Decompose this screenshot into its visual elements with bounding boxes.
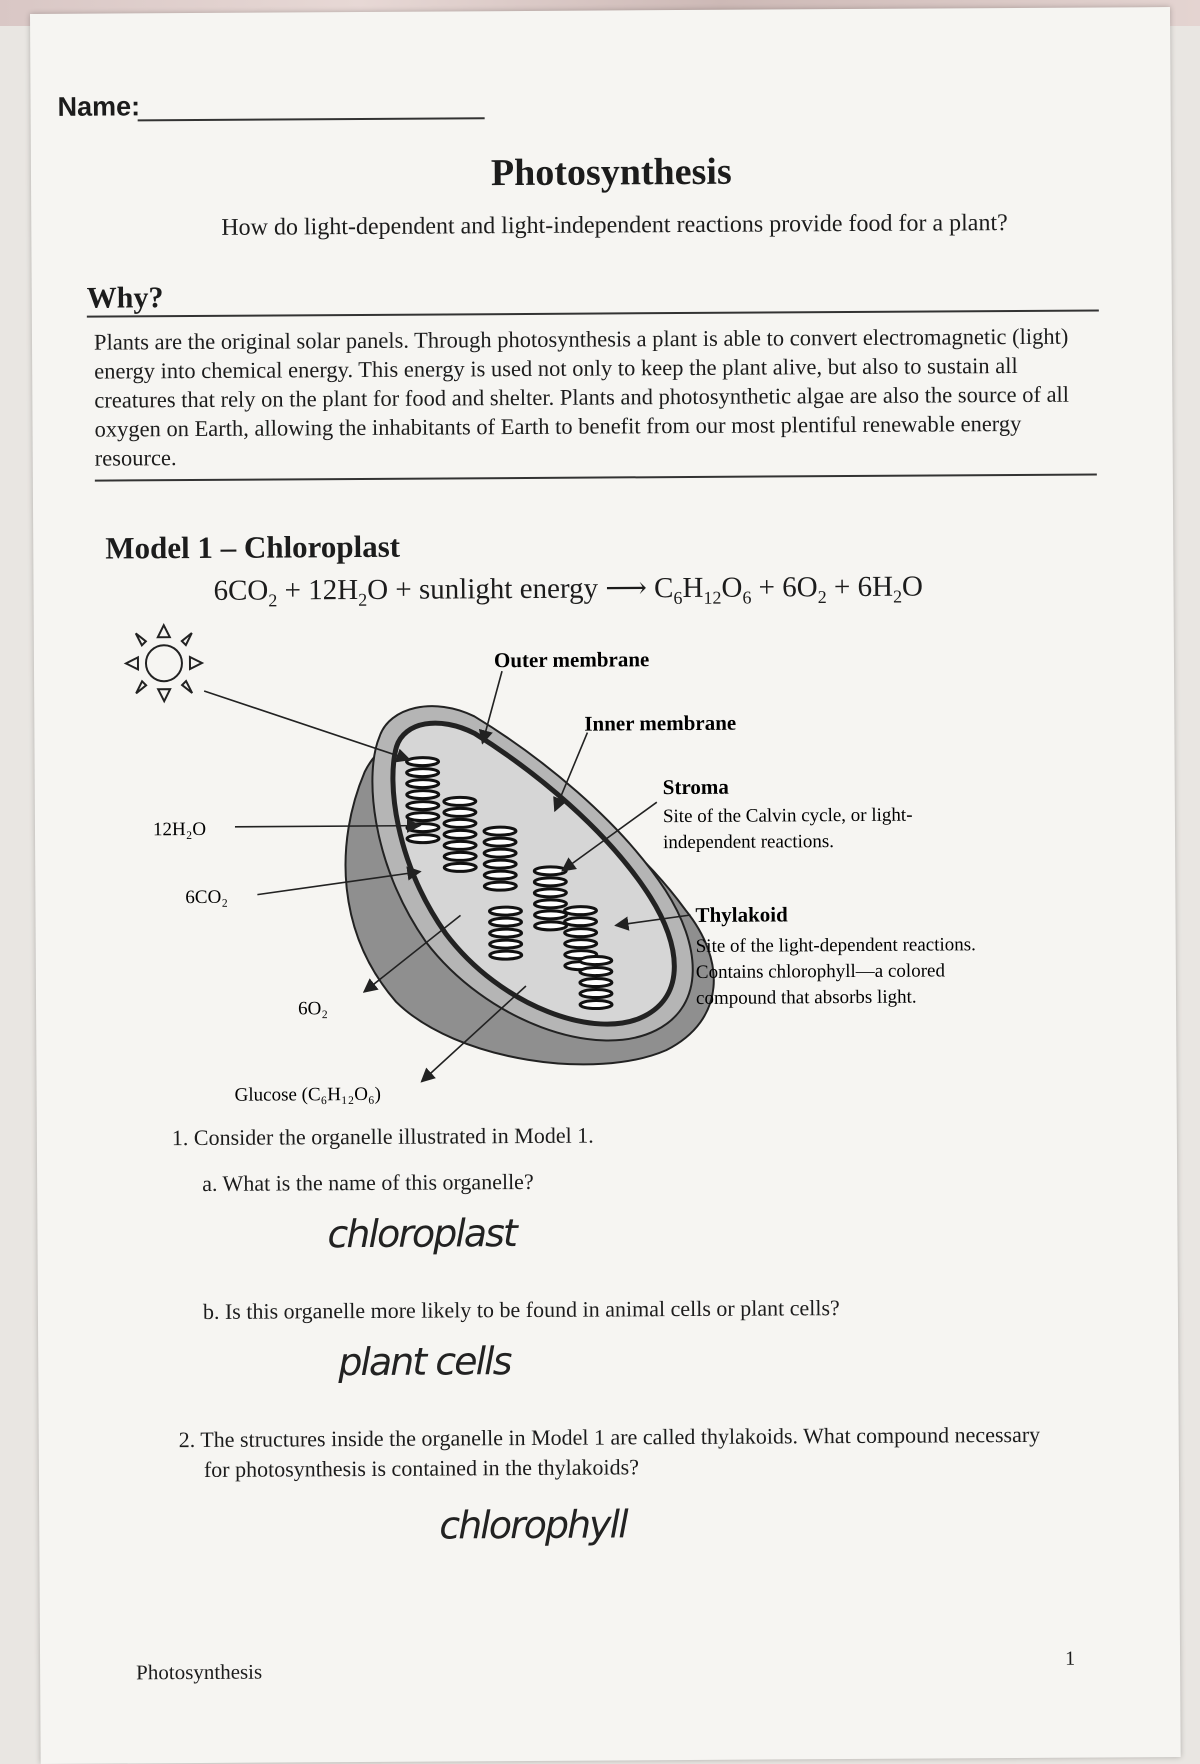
- thylakoid-disc: [407, 802, 439, 810]
- label-thylakoid: Thylakoid: [695, 902, 788, 927]
- thylakoid-disc: [580, 978, 612, 986]
- thylakoid-disc: [444, 808, 476, 816]
- thylakoid-description-2: Contains chlorophyll—a colored: [695, 960, 945, 983]
- stroma-description-2: independent reactions.: [663, 831, 835, 854]
- thylakoid-disc: [407, 835, 439, 843]
- name-label: Name:: [57, 91, 141, 122]
- thylakoid-disc: [580, 1000, 612, 1008]
- thylakoid-disc: [534, 911, 566, 919]
- thylakoid-disc: [407, 780, 439, 788]
- thylakoid-disc: [444, 819, 476, 827]
- label-glucose-output: Glucose (C₆H₁₂O₆): [234, 1083, 381, 1106]
- why-heading: Why?: [86, 281, 164, 315]
- granum-stack: [580, 956, 612, 1008]
- label-o2-output: 6O₂: [298, 998, 329, 1020]
- thylakoid-disc: [484, 871, 516, 879]
- thylakoid-disc: [444, 863, 476, 871]
- thylakoid-disc: [444, 797, 476, 805]
- thylakoid-disc: [490, 918, 522, 926]
- thylakoid-disc: [490, 951, 522, 959]
- thylakoid-disc: [484, 838, 516, 846]
- thylakoid-disc: [407, 813, 439, 821]
- thylakoid-disc: [534, 867, 566, 875]
- stroma-description-1: Site of the Calvin cycle, or light-: [662, 804, 913, 828]
- thylakoid-disc: [580, 956, 612, 964]
- thylakoid-disc: [490, 940, 522, 948]
- thylakoid-disc: [580, 989, 612, 997]
- label-inner-membrane: Inner membrane: [584, 710, 737, 736]
- thylakoid-disc: [444, 852, 476, 860]
- question-1b: b. Is this organelle more likely to be found in animal cells or plant cells?: [202, 1295, 840, 1324]
- question-1: 1. Consider the organelle illustrated in Model 1.: [171, 1122, 594, 1151]
- thylakoid-disc: [407, 758, 439, 766]
- thylakoid-disc: [535, 922, 567, 930]
- thylakoid-disc: [489, 907, 521, 915]
- thylakoid-disc: [407, 824, 439, 832]
- page-number: 1: [1064, 1647, 1076, 1670]
- thylakoid-description-3: compound that absorbs light.: [695, 986, 917, 1009]
- thylakoid-disc: [484, 849, 516, 857]
- thylakoid-disc: [407, 791, 439, 799]
- chloroplast-illustration: [345, 704, 715, 1065]
- thylakoid-disc: [407, 769, 439, 777]
- answer-2-handwriting: chlorophyll: [439, 1502, 627, 1548]
- granum-stack: [489, 907, 521, 959]
- label-outer-membrane: Outer membrane: [493, 647, 650, 673]
- thylakoid-disc: [484, 882, 516, 890]
- page-subtitle: How do light-dependent and light-independent reactions provide food for a plant?: [221, 210, 1008, 241]
- chloroplast-diagram: [30, 7, 1177, 1174]
- thylakoid-disc: [484, 860, 516, 868]
- question-2-line-2: for photosynthesis is contained in the thylakoids?: [203, 1454, 640, 1482]
- answer-1b-handwriting: plant cells: [338, 1339, 511, 1385]
- sun-icon: [126, 625, 202, 701]
- thylakoid-disc: [490, 929, 522, 937]
- thylakoid-disc: [564, 907, 596, 915]
- water-arrow: [235, 826, 420, 827]
- label-stroma: Stroma: [662, 774, 729, 800]
- question-1a: a. What is the name of this organelle?: [202, 1168, 534, 1196]
- label-co2-input: 6CO₂: [185, 886, 228, 909]
- worksheet-page: [30, 7, 1181, 1764]
- thylakoid-disc: [534, 900, 566, 908]
- thylakoid-disc: [484, 827, 516, 835]
- photosynthesis-equation: $6CO_2 + 12H_2O$ + sunlight energy ⟶ $C_6H_{12}O_6 + 6O_2 + 6H_2O$: [213, 570, 924, 611]
- answer-1a-handwriting: chloroplast: [327, 1211, 516, 1257]
- footer-label: Photosynthesis: [136, 1659, 263, 1685]
- thylakoid-disc: [565, 929, 597, 937]
- granum-stack: [444, 797, 476, 871]
- thylakoid-description-1: Site of the light-dependent reactions.: [695, 934, 976, 957]
- page-title: Photosynthesis: [490, 150, 732, 195]
- thylakoid-disc: [580, 967, 612, 975]
- label-water-input: 12H₂O: [152, 818, 207, 841]
- thylakoid-disc: [444, 830, 476, 838]
- thylakoid-disc: [534, 889, 566, 897]
- model-title: Model 1 – Chloroplast: [105, 528, 401, 566]
- thylakoid-disc: [565, 940, 597, 948]
- thylakoid-disc: [565, 918, 597, 926]
- thylakoid-disc: [534, 878, 566, 886]
- thylakoid-disc: [444, 841, 476, 849]
- question-2-line-1: 2. The structures inside the organelle in Model 1 are called thylakoids. What compound necessary: [178, 1421, 1041, 1453]
- why-paragraph: Plants are the original solar panels. Through photosynthesis a plant is able to convert electromagnetic (light) energy into chemical energy. This energy is used not only to keep the plant alive, but also to sustain all creatures that rely on the plant for food and shelter. Plants and photosynthetic algae are also the source of all oxygen on Earth, allowing the inhabitants of Earth to benefit from our most plentiful renewable energy resource.: [93, 323, 1070, 471]
